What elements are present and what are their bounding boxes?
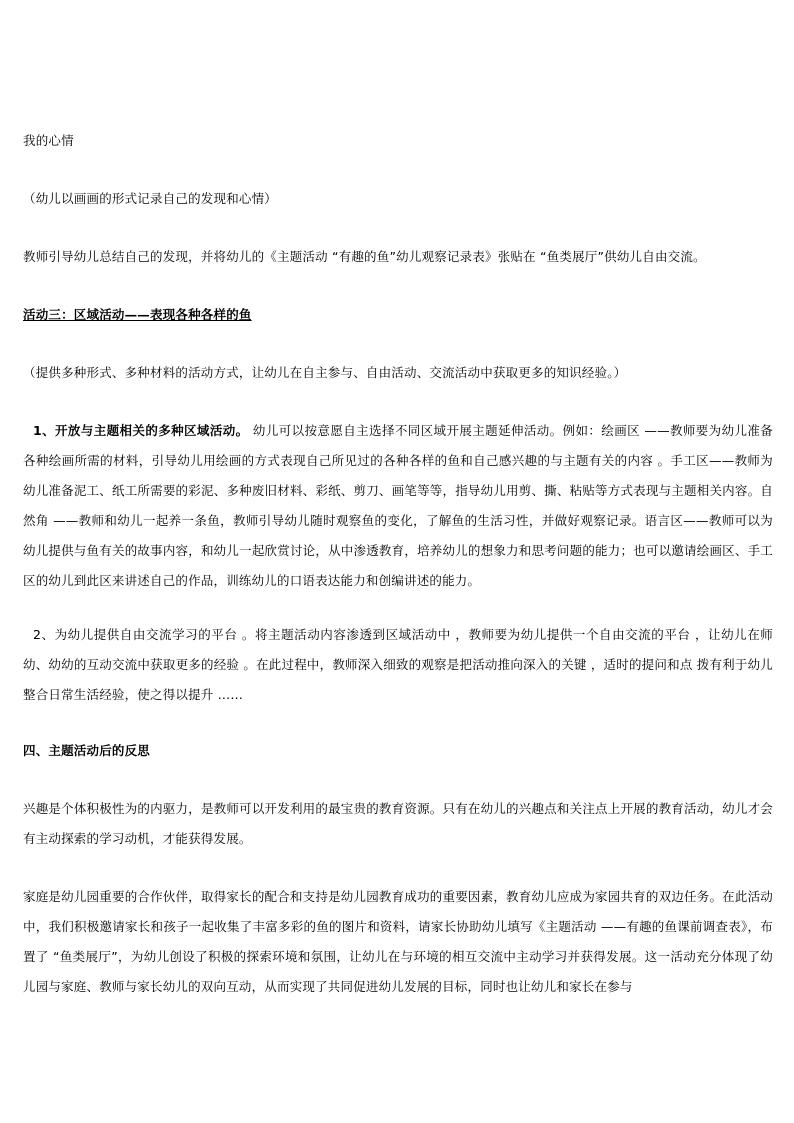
activity-three-heading: 活动三：区域活动——表现各种各样的鱼 [23, 307, 252, 322]
paragraph-summary: 教师引导幼儿总结自己的发现，并将幼儿的《主题活动 “有趣的鱼”幼儿观察记录表》张贴在 “鱼类展厅”供幼儿自由交流。 [23, 249, 706, 264]
paragraph-my-mood: 我的心情 [23, 133, 74, 148]
area-activities-body: 幼儿可以按意愿自主选择不同区域开展主题延伸活动。例如：绘画区 ——教师要为幼儿准备各种绘画所需的材料，引导幼儿用绘画的方式表现自己所见过的各种各样的鱼和自己感兴趣的与主题有关的内容 。手工区——教师为幼儿准备泥工、纸工所需要的彩泥、多种废旧材料、彩纸、剪刀、画笔等等，指导幼儿用剪、撕、粘贴等方式表现与主题相关内容。自然角 ——教师和幼儿一起养一条鱼，教师引导幼儿随时观察鱼的变化，了解鱼的生活习性，并做好观察记录。语言区——教师可以为幼儿提供与鱼有关的故事内容，和幼儿一起欣赏讨论，从中渗透教育，培养幼儿的想象力和思考问题的能力；也可以邀请绘画区、手工区的幼儿到此区来讲述自己的作品，训练幼儿的口语表达能力和创编讲述的能力。 [23, 423, 773, 588]
paragraph-exchange-platform: 2、为幼儿提供自由交流学习的平台 。将主题活动内容渗透到区域活动中 ，教师要为幼儿提供一个自由交流的平台 ，让幼儿在师幼、幼幼的互动交流中获取更多的经验 。在此过程中，教师深入细致的观察是把活动推向深入的关键 ，适时的提问和点 拨有利于幼儿整合日常生活经验，使之得以提升 …… [23, 627, 773, 702]
paragraph-family: 家庭是幼儿园重要的合作伙伴，取得家长的配合和支持是幼儿园教育成功的重要因素，教育幼儿应成为家园共育的双边任务。在此活动中，我们积极邀请家长和孩子一起收集了丰富多彩的鱼的图片和资料，请家长协助幼儿填写《主题活动 ——有趣的鱼课前调查表》，布置了 “鱼类展厅”，为幼儿创设了积极的探索环境和氛围，让幼儿在与环境的相互交流中主动学习并获得发展。这一活动充分体现了幼儿园与家庭、教师与家长幼儿的双向互动，从而实现了共同促进幼儿发展的目标，同时也让幼儿和家长在参与 [23, 889, 773, 994]
paragraph-drawing-note: （幼儿以画画的形式记录自己的发现和心情） [23, 191, 278, 206]
reflection-heading: 四、主题活动后的反思 [23, 743, 151, 758]
area-activities-lead: 1、开放与主题相关的多种区域活动。 [33, 423, 249, 438]
paragraph-activity-intro: （提供多种形式、多种材料的活动方式，让幼儿在自主参与、自由活动、交流活动中获取更多的知识经验。） [23, 365, 627, 380]
paragraph-interest: 兴趣是个体积极性为的内驱力，是教师可以开发利用的最宝贵的教育资源。只有在幼儿的兴趣点和关注点上开展的教育活动，幼儿才会有主动探索的学习动机，才能获得发展。 [23, 801, 773, 846]
paragraph-area-activities [23, 416, 773, 596]
